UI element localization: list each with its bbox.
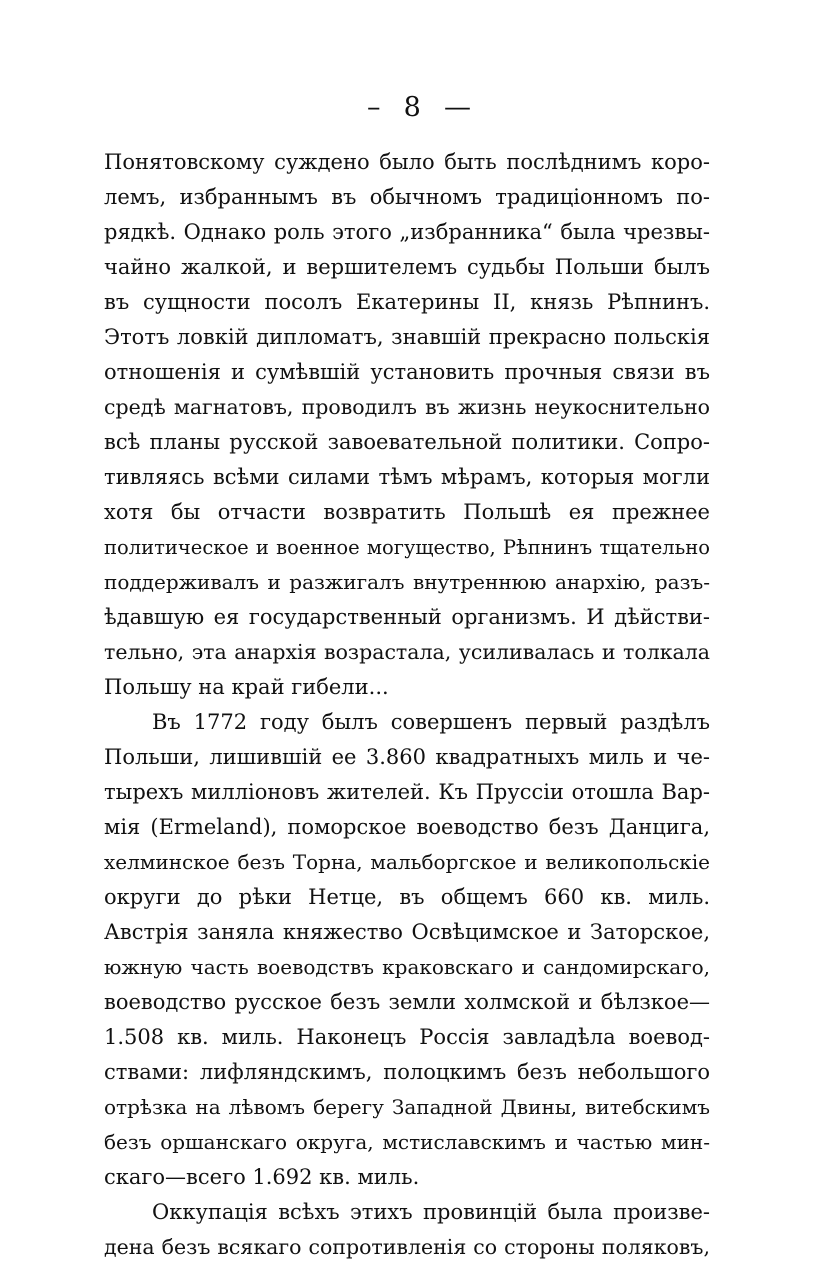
text-line: тивляясь всѣми силами тѣмъ мѣрамъ, которыя могли <box>104 465 710 489</box>
text-line: отрѣзка на лѣвомъ берегу Западной Двины, витебскимъ <box>104 1095 710 1119</box>
text-line: скаго—всего 1.692 кв. миль. <box>104 1165 420 1189</box>
text-line: средѣ магнатовъ, проводилъ въ жизнь неукоснительно <box>104 395 710 419</box>
text-line: Австрія заняла княжество Освѣцимское и Заторское, <box>104 920 710 944</box>
text-line: рядкѣ. Однако роль этого „избранника“ была чрезвы- <box>104 220 710 244</box>
text-line: Польшу на край гибели... <box>104 675 389 699</box>
paragraph-3 <box>104 1195 710 1265</box>
paragraph-2 <box>104 705 710 1195</box>
text-line: Понятовскому суждено было быть послѣднимъ коро- <box>104 150 710 174</box>
text-line: Въ 1772 году былъ совершенъ первый раздѣлъ <box>152 710 710 734</box>
text-line: тельно, эта анархія возрастала, усиливалась и толкала <box>104 640 710 664</box>
text-line: Польши, лишившій ее 3.860 квадратныхъ миль и че- <box>104 745 710 769</box>
text-line: въ сущности посолъ Екатерины II, князь Рѣпнинъ. <box>104 290 710 314</box>
text-line: политическое и военное могущество, Рѣпнинъ тщательно <box>104 536 710 559</box>
paragraph-1 <box>104 145 710 705</box>
body-text <box>104 145 710 1265</box>
text-line: ѣдавшую ея государственный организмъ. И дѣйстви- <box>104 605 710 629</box>
text-line: хотя бы отчасти возвратить Польшѣ ея прежнее <box>104 500 710 524</box>
page-number: – 8 — <box>366 92 473 123</box>
text-line: Оккупація всѣхъ этихъ провинцій была произве- <box>152 1200 710 1224</box>
text-line: безъ оршанскаго округа, мстиславскимъ и частью мин- <box>104 1130 710 1154</box>
text-line: лемъ, избраннымъ въ обычномъ традиціонномъ по- <box>104 185 710 209</box>
text-line: ствами: лифляндскимъ, полоцкимъ безъ небольшого <box>104 1060 710 1084</box>
text-line: 1.508 кв. миль. Наконецъ Россія завладѣла воевод- <box>104 1025 710 1049</box>
text-line: дена безъ всякаго сопротивленія со стороны поляковъ, <box>104 1235 710 1259</box>
text-line: чайно жалкой, и вершителемъ судьбы Польши былъ <box>104 255 710 279</box>
text-line: всѣ планы русской завоевательной политики. Сопро- <box>104 430 710 454</box>
text-line: мія (Ermeland), поморское воеводство безъ Данцига, <box>104 815 710 839</box>
text-line: тырехъ милліоновъ жителей. Къ Пруссіи отошла Вар- <box>104 780 710 804</box>
text-line: Этотъ ловкій дипломатъ, знавшій прекрасно польскія <box>104 325 710 349</box>
text-line: округи до рѣки Нетце, въ общемъ 660 кв. миль. <box>104 885 710 909</box>
text-line: южную часть воеводствъ краковскаго и сандомирскаго, <box>104 955 710 979</box>
text-line: хелминское безъ Торна, мальборгское и великопольскіе <box>104 850 710 874</box>
text-line: отношенія и сумѣвшій установить прочныя связи въ <box>104 360 710 384</box>
text-line: поддерживалъ и разжигалъ внутреннюю анархію, разъ- <box>104 570 710 594</box>
text-line: воеводство русское безъ земли холмской и бѣлзкое— <box>104 990 710 1014</box>
